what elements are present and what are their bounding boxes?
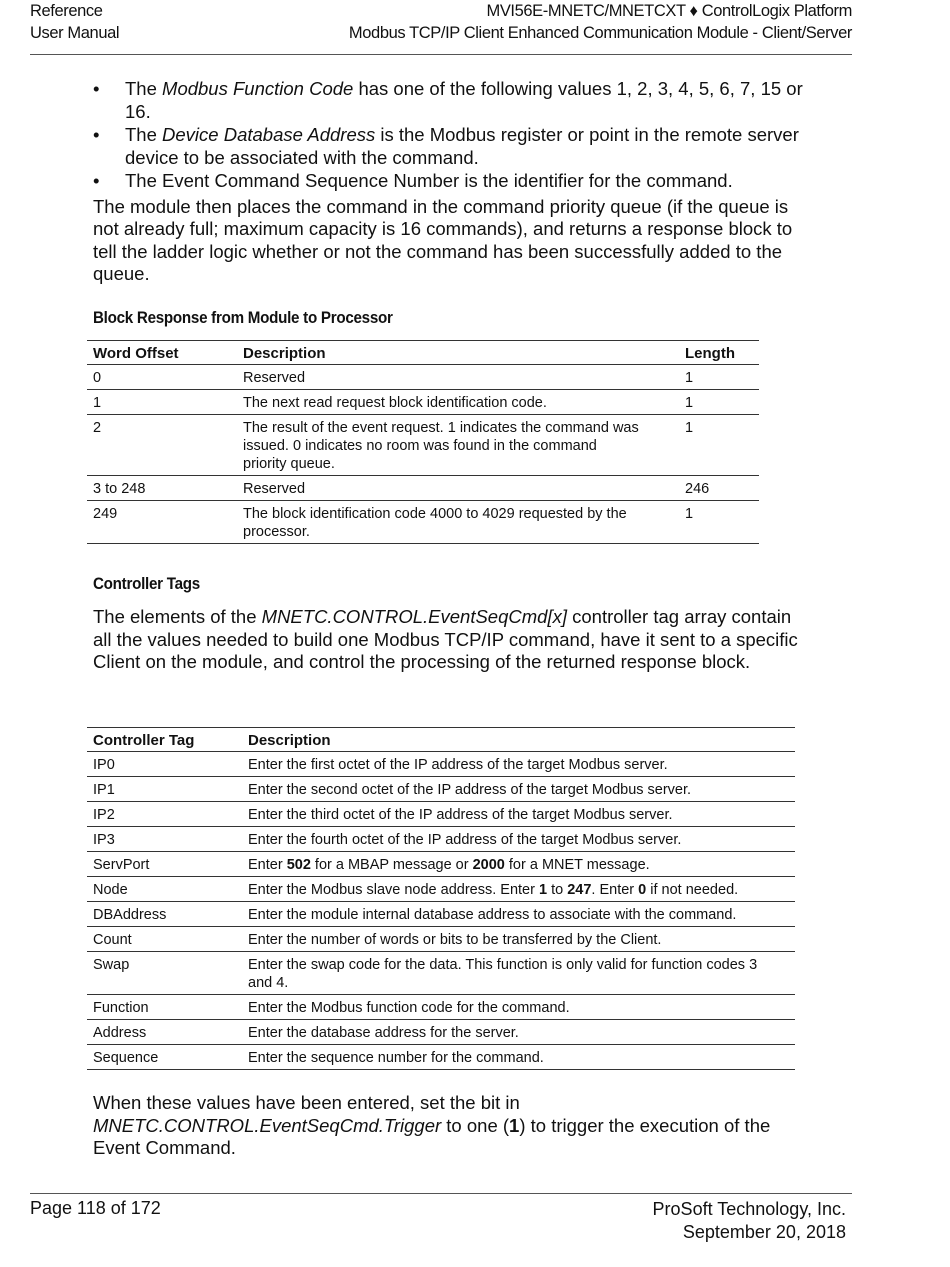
list-item xyxy=(93,124,813,169)
description-text: for a MBAP message or xyxy=(310,857,473,873)
cell-description xyxy=(242,802,795,827)
description-text: to xyxy=(547,882,568,898)
description-value: 0 xyxy=(638,882,647,898)
bullet-text: is the Modbus register or point in the remote server device to be associated with the command. xyxy=(125,124,799,168)
table-row xyxy=(87,752,795,777)
table-row xyxy=(87,476,759,501)
description-text: if not needed. xyxy=(646,882,739,898)
para-text: The elements of the xyxy=(93,606,262,627)
cell-controller-tag: IP2 xyxy=(87,802,242,827)
description-text: Enter the module internal database address to associate with the command. xyxy=(248,907,737,923)
cell-description xyxy=(242,1045,795,1070)
description-text: Enter the first octet of the IP address of the target Modbus server. xyxy=(248,757,668,773)
section-title-block-response: Block Response from Module to Processor xyxy=(93,309,393,327)
bullet-list xyxy=(93,78,813,193)
cell-controller-tag: DBAddress xyxy=(87,902,242,927)
description-text: . Enter xyxy=(591,882,639,898)
table-row xyxy=(87,501,759,544)
description-text: for a MNET message. xyxy=(504,857,650,873)
table-row xyxy=(87,1020,795,1045)
trigger-paragraph xyxy=(93,1092,813,1160)
table-row xyxy=(87,877,795,902)
cell-description xyxy=(242,827,795,852)
cell-description: Reserved xyxy=(237,476,679,501)
description-text: Enter the fourth octet of the IP address of the target Modbus server. xyxy=(248,832,682,848)
bullet-emphasis: Device Database Address xyxy=(162,124,376,145)
table-row xyxy=(87,365,759,390)
cell-word-offset: 249 xyxy=(87,501,237,544)
description-text: Enter the sequence number for the command. xyxy=(248,1050,544,1066)
cell-controller-tag: ServPort xyxy=(87,852,242,877)
cell-word-offset: 1 xyxy=(87,390,237,415)
cell-controller-tag: IP3 xyxy=(87,827,242,852)
table-row xyxy=(87,952,795,995)
bullet-text: The Event Command Sequence Number is the identifier for the command. xyxy=(125,170,733,191)
bullet-icon: • xyxy=(93,78,100,99)
bullet-icon: • xyxy=(93,170,100,191)
footer-right xyxy=(653,1198,846,1244)
cell-description: The next read request block identification code. xyxy=(237,390,679,415)
cell-controller-tag: Address xyxy=(87,1020,242,1045)
cell-description xyxy=(242,877,795,902)
cell-length: 1 xyxy=(679,365,759,390)
cell-controller-tag: Swap xyxy=(87,952,242,995)
description-text: Enter the number of words or bits to be transferred by the Client. xyxy=(248,932,662,948)
block-response-table xyxy=(87,340,759,544)
table-row xyxy=(87,1045,795,1070)
description-text: Enter the third octet of the IP address of the target Modbus server. xyxy=(248,807,673,823)
table-row xyxy=(87,902,795,927)
bullet-emphasis: Modbus Function Code xyxy=(162,78,354,99)
tag-array-name: MNETC.CONTROL.EventSeqCmd[x] xyxy=(261,606,567,627)
list-item xyxy=(93,78,813,123)
col-header-length: Length xyxy=(679,341,759,365)
bullet-icon: • xyxy=(93,124,100,145)
cell-description xyxy=(242,752,795,777)
page-header xyxy=(30,0,852,55)
description-text: Enter the Modbus slave node address. Enter xyxy=(248,882,539,898)
section-title-controller-tags: Controller Tags xyxy=(93,575,200,593)
cell-word-offset: 0 xyxy=(87,365,237,390)
description-value: 502 xyxy=(286,857,311,873)
cell-description xyxy=(242,1020,795,1045)
header-left xyxy=(30,0,119,44)
cell-description: The result of the event request. 1 indicates the command was issued. 0 indicates no room was found in the command priority queue. xyxy=(237,415,679,476)
cell-controller-tag: IP1 xyxy=(87,777,242,802)
header-reference: Reference xyxy=(30,2,103,20)
col-header-description: Description xyxy=(237,341,679,365)
header-user-manual: User Manual xyxy=(30,24,120,42)
table-row xyxy=(87,390,759,415)
cell-description xyxy=(242,902,795,927)
bullet-text: has one of the following values 1, 2, 3, 4, 5, 6, 7, 15 or 16. xyxy=(125,78,803,122)
bullet-text: The xyxy=(125,124,163,145)
para-text: ) to trigger the execution of the Event Command. xyxy=(93,1114,771,1158)
header-product: MVI56E-MNETC/MNETCXT ♦ ControlLogix Platform xyxy=(486,2,852,20)
cell-description: Reserved xyxy=(237,365,679,390)
cell-word-offset: 3 to 248 xyxy=(87,476,237,501)
cell-description xyxy=(242,952,795,995)
description-text: Enter xyxy=(248,857,287,873)
col-header-word-offset: Word Offset xyxy=(87,341,237,365)
trigger-tag-name: MNETC.CONTROL.EventSeqCmd.Trigger xyxy=(93,1114,442,1136)
page-footer xyxy=(30,1193,852,1242)
cell-length: 1 xyxy=(679,390,759,415)
col-header-controller-tag: Controller Tag xyxy=(87,728,242,752)
controller-tags-paragraph xyxy=(93,606,813,674)
para-text: controller tag array contain all the values needed to build one Modbus TCP/IP command, have it sent to a specific Client on the module, and control the processing of the returned response block. xyxy=(93,606,798,672)
cell-controller-tag: Sequence xyxy=(87,1045,242,1070)
table-row xyxy=(87,827,795,852)
table-row xyxy=(87,415,759,476)
header-module: Modbus TCP/IP Client Enhanced Communication Module - Client/Server xyxy=(348,24,852,42)
cell-description xyxy=(242,927,795,952)
cell-description xyxy=(242,852,795,877)
cell-length: 1 xyxy=(679,501,759,544)
cell-controller-tag: Node xyxy=(87,877,242,902)
description-text: Enter the second octet of the IP address of the target Modbus server. xyxy=(248,782,692,798)
cell-word-offset: 2 xyxy=(87,415,237,476)
cell-controller-tag: Function xyxy=(87,995,242,1020)
table-row xyxy=(87,927,795,952)
description-value: 1 xyxy=(538,882,548,898)
header-right xyxy=(349,0,852,44)
description-text: Enter the database address for the server. xyxy=(248,1025,519,1041)
footer-date: September 20, 2018 xyxy=(682,1222,846,1242)
queue-paragraph: The module then places the command in the command priority queue (if the queue is not already full; maximum capacity is 16 commands), and returns a response block to tell the ladder logic whether or not the command has been successfully added to the queue. xyxy=(93,195,793,284)
trigger-value: 1 xyxy=(509,1114,520,1136)
description-text: Enter the swap code for the data. This function is only valid for function codes 3 and 4. xyxy=(248,957,758,991)
table-row xyxy=(87,777,795,802)
table-row xyxy=(87,995,795,1020)
description-value: 2000 xyxy=(472,857,505,873)
table-header-row xyxy=(87,728,795,752)
cell-description xyxy=(242,777,795,802)
table-row xyxy=(87,802,795,827)
cell-length: 1 xyxy=(679,415,759,476)
cell-controller-tag: Count xyxy=(87,927,242,952)
cell-description: The block identification code 4000 to 4029 requested by the processor. xyxy=(237,501,679,544)
cell-description xyxy=(242,995,795,1020)
controller-tag-table xyxy=(87,727,795,1070)
table-header-row xyxy=(87,341,759,365)
bullet-text: The xyxy=(125,78,163,99)
cell-controller-tag: IP0 xyxy=(87,752,242,777)
table-row xyxy=(87,852,795,877)
footer-company: ProSoft Technology, Inc. xyxy=(652,1199,846,1219)
cell-length: 246 xyxy=(679,476,759,501)
page-number: Page 118 of 172 xyxy=(30,1198,161,1218)
col-header-description: Description xyxy=(242,728,795,752)
para-text: to one ( xyxy=(441,1114,510,1136)
description-text: Enter the Modbus function code for the command. xyxy=(248,1000,570,1016)
para-text: When these values have been entered, set the bit in xyxy=(93,1092,520,1113)
page-content xyxy=(93,78,813,286)
list-item xyxy=(93,170,813,193)
description-value: 247 xyxy=(567,882,592,898)
